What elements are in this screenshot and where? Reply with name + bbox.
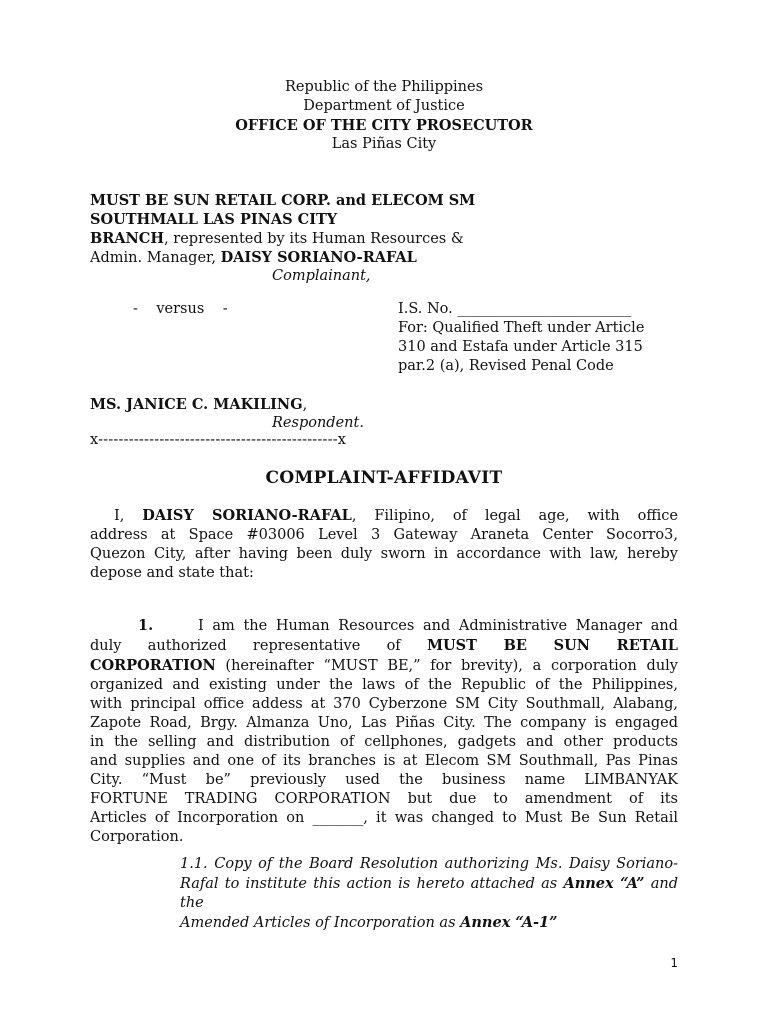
intro-line: Quezon City, after having been duly sworn in accordance with law, hereby: [90, 546, 678, 562]
case-for-1: For: Qualified Theft under Article: [398, 320, 645, 336]
paragraph-number: 1.: [138, 617, 154, 634]
complainant-role: Complainant,: [272, 268, 371, 284]
intro-paragraph: [90, 506, 678, 583]
subparagraph-line: Rafal to institute this action is hereto attached as: [180, 876, 564, 892]
case-is-number: I.S. No. ________________________: [398, 301, 632, 317]
case-for-3: par.2 (a), Revised Penal Code: [398, 358, 614, 374]
paragraph-1: [90, 616, 678, 847]
paragraph-line: organized and existing under the laws of the Republic of the Philippines,: [90, 677, 678, 693]
intro-line: depose and state that:: [90, 565, 254, 581]
paragraph-line: I am the Human Resources and Administrative Manager and: [198, 618, 678, 634]
complainant-branch: BRANCH: [90, 230, 165, 247]
paragraph-line: Zapote Road, Brgy. Almanza Uno, Las Piñas City. The company is engaged: [90, 715, 678, 731]
paragraph-line: Corporation.: [90, 829, 184, 845]
page-number: 1: [670, 956, 678, 970]
intro-text: I,: [114, 508, 143, 524]
annex-a: Annex “A”: [563, 875, 645, 892]
document-header: [0, 78, 768, 154]
header-office: OFFICE OF THE CITY PROSECUTOR: [235, 117, 533, 134]
document-title: COMPLAINT-AFFIDAVIT: [265, 468, 503, 488]
paragraph-line: in the selling and distribution of cellphones, gadgets and other products: [90, 734, 678, 750]
header-city: Las Piñas City: [331, 136, 437, 152]
complainant-and: and: [330, 192, 372, 209]
paragraph-line: Articles of Incorporation on _______, it was changed to Must Be Sun Retail: [90, 810, 678, 826]
paragraph-line: and supplies and one of its branches is at Elecom SM Southmall, Pas Pinas: [90, 753, 678, 769]
subparagraph-line: Amended Articles of Incorporation as: [180, 915, 461, 931]
company-name-end: CORPORATION: [90, 657, 216, 674]
affiant-name: DAISY SORIANO-RAFAL: [142, 507, 352, 524]
paragraph-line: FORTUNE TRADING CORPORATION but due to amendment of its: [90, 791, 678, 807]
complainant-rep-name: DAISY SORIANO-RAFAL: [220, 249, 417, 266]
header-republic: Republic of the Philippines: [284, 79, 484, 95]
paragraph-line: duly authorized representative of: [90, 638, 427, 654]
case-for-2: 310 and Estafa under Article 315: [398, 339, 643, 355]
caption-separator: x-----------------------------------------------x: [90, 432, 347, 448]
complainant-name-1: MUST BE SUN RETAIL CORP.: [90, 192, 331, 209]
header-department: Department of Justice: [303, 98, 465, 114]
respondent-role: Respondent.: [272, 415, 364, 431]
intro-line: address at Space #03006 Level 3 Gateway Araneta Center Socorro3,: [90, 527, 678, 543]
annex-a-1: Annex “A-1”: [460, 914, 558, 931]
complainant-rep-text: , represented by its Human Resources &: [164, 231, 464, 247]
respondent-comma: ,: [302, 397, 308, 413]
subparagraph-line: and the: [180, 876, 679, 911]
paragraph-line: (hereinafter “MUST BE,” for brevity), a corporation duly: [215, 658, 678, 674]
paragraph-line: with principal office addess at 370 Cyberzone SM City Southmall, Alabang,: [90, 696, 678, 712]
versus-label: - versus -: [133, 301, 228, 317]
company-name: MUST BE SUN RETAIL: [426, 637, 679, 654]
complainant-name-1b: ELECOM SM: [371, 192, 476, 209]
subparagraph-line: 1.1. Copy of the Board Resolution authorizing Ms. Daisy Soriano-: [180, 856, 678, 872]
intro-text: , Filipino, of legal age, with office: [351, 508, 679, 524]
complainant-name-2: SOUTHMALL LAS PINAS CITY: [90, 211, 338, 228]
paragraph-line: City. “Must be” previously used the business name LIMBANYAK: [90, 772, 678, 788]
respondent-name: MS. JANICE C. MAKILING: [90, 396, 303, 413]
complainant-rep-title: Admin. Manager,: [90, 250, 221, 266]
paragraph-1-1: [180, 855, 678, 933]
